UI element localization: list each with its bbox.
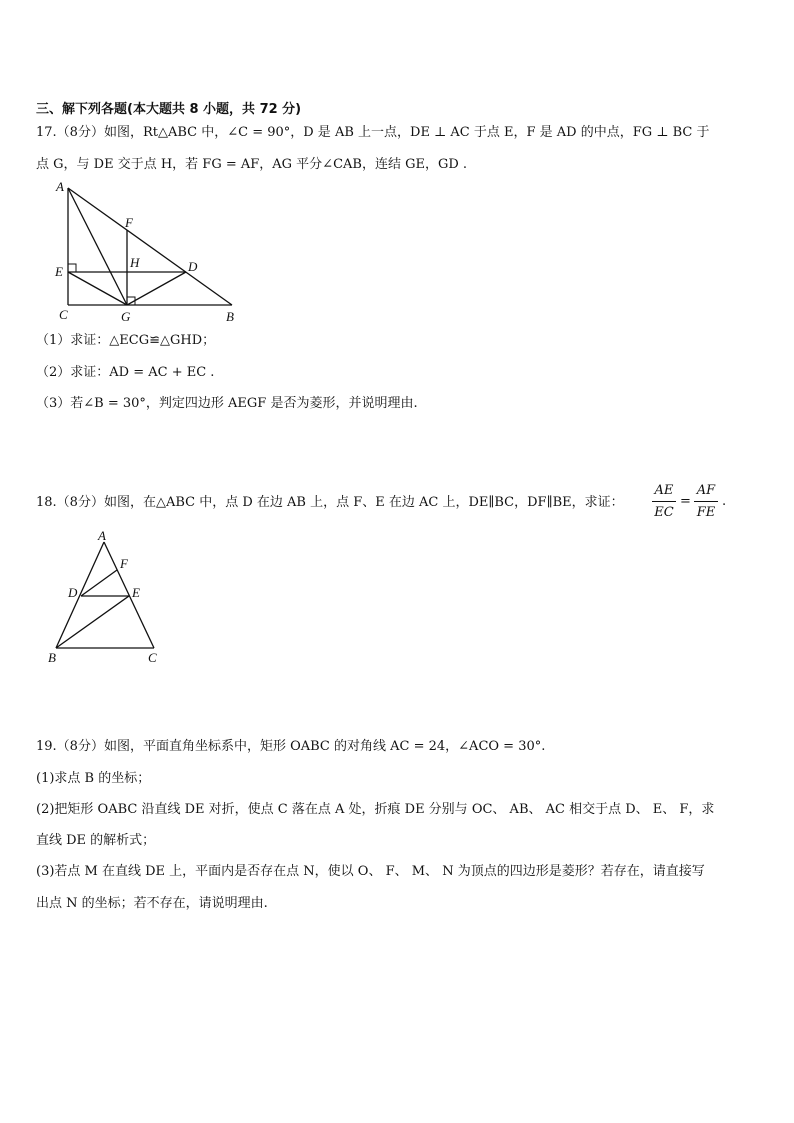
q17-seg-gd [127, 272, 186, 305]
q18-frac1-den: EC [654, 505, 674, 520]
q17-label-a: A [56, 179, 64, 194]
q19-line3: (2)把矩形 OABC 沿直线 DE 对折，使点 C 落在点 A 处，折痕 DE 分别与 OC、 AB、 AC 相交于点 D、 E、 F，求 [36, 802, 715, 817]
q19-line6: 出点 N 的坐标；若不存在，请说明理由. [36, 896, 268, 911]
q17-label-d: D [188, 259, 198, 274]
q17-line1: 17.（8分）如图，Rt△ABC 中，∠C = 90°，D 是 AB 上一点，DE ⊥ AC 于点 E，F 是 AD 的中点，FG ⊥ BC 于 [36, 125, 710, 140]
q17-side-ab [68, 188, 232, 305]
q17-part1: （1）求证：△ECG≌△GHD； [36, 333, 216, 348]
q18-label-d: D [68, 585, 78, 600]
q19-line4: 直线 DE 的解析式； [36, 833, 156, 848]
q18-side-ab [56, 542, 104, 648]
q19-line2: (1)求点 B 的坐标； [36, 771, 151, 786]
q18-frac2-den: FE [696, 505, 716, 520]
q18-end: . [722, 494, 727, 509]
q18-seg-be [56, 596, 129, 648]
q17-part3: （3）若∠B = 30°，判定四边形 AEGF 是否为菱形，并说明理由. [36, 396, 418, 411]
q18-frac2-bar [694, 501, 718, 502]
q17-right-angle-e [68, 264, 76, 272]
q17-label-h: H [130, 255, 140, 270]
q17-label-b: B [226, 309, 234, 324]
q18-seg-df [81, 570, 117, 596]
q18-label-e: E [132, 585, 140, 600]
q17-figure [50, 178, 250, 328]
q18-side-ac [104, 542, 154, 648]
q19-line5: (3)若点 M 在直线 DE 上，平面内是否存在点 N，使以 O、 F、 M、 N 为顶点的四边形是菱形？若存在，请直接写 [36, 864, 705, 879]
q18-frac2-num: AF [696, 483, 716, 498]
section-title: 三、解下列各题(本大题共 8 小题，共 72 分) [36, 102, 302, 117]
q18-label-a: A [98, 530, 106, 543]
q17-part2: （2）求证：AD = AC + EC . [36, 365, 215, 380]
q18-frac1-bar [652, 501, 676, 502]
q17-label-e: E [55, 264, 63, 279]
q17-line2: 点 G，与 DE 交于点 H，若 FG = AF，AG 平分∠CAB，连结 GE，GD . [36, 157, 468, 172]
q18-equals: = [680, 494, 691, 509]
q18-label-b: B [48, 650, 56, 665]
q17-label-c: C [59, 307, 68, 322]
q18-text: 18.（8分）如图，在△ABC 中，点 D 在边 AB 上，点 F、E 在边 AC 上，DE∥BC，DF∥BE，求证： [36, 495, 624, 510]
q17-seg-ag [68, 188, 127, 305]
q17-label-g: G [121, 309, 131, 324]
q19-line1: 19.（8分）如图，平面直角坐标系中，矩形 OABC 的对角线 AC = 24，∠ACO = 30°. [36, 739, 546, 754]
q18-figure [42, 530, 172, 670]
q17-label-f: F [125, 215, 133, 230]
q18-label-c: C [148, 650, 157, 665]
q18-frac1-num: AE [654, 483, 674, 498]
q18-label-f: F [120, 556, 128, 571]
